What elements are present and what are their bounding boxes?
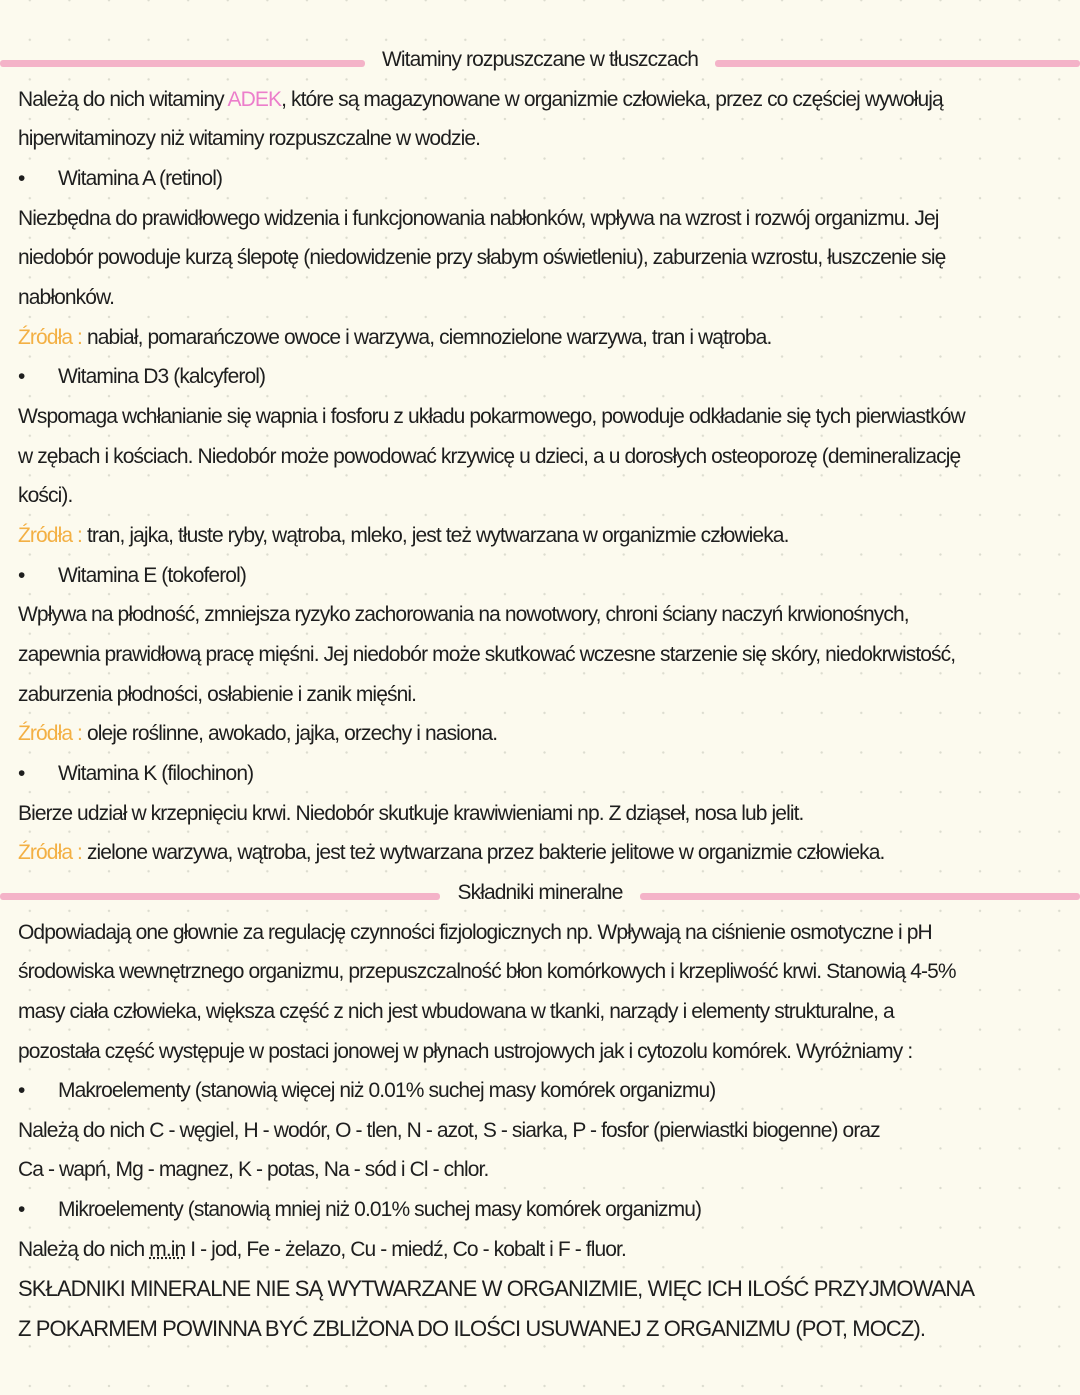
text-segment: hiperwitaminozy niż witaminy rozpuszczalne w wodzie. (18, 127, 481, 151)
bullet-item (18, 759, 253, 789)
text-segment: , które są magazynowane w organizmie człowieka, przez co częściej wywołują (281, 87, 943, 111)
highlight-text: ADEK (227, 87, 282, 111)
text-line (18, 1235, 626, 1265)
text-segment: m.in (149, 1237, 186, 1261)
text-segment: kości). (18, 484, 73, 508)
bullet-icon: • (18, 563, 25, 587)
bullet-item (18, 561, 246, 591)
text-segment: Bierze udział w krzepnięciu krwi. Niedobór skutkuje krawiwieniami np. Z dziąseł, nosa lub jelit. (18, 801, 804, 825)
text-segment: Witamina A (retinol) (58, 166, 223, 190)
text-segment: Należą do nich witaminy (18, 87, 228, 111)
text-segment: Mikroelementy (stanowią mniej niż 0.01% suchej masy komórek organizmu) (58, 1198, 702, 1222)
text-line (18, 481, 72, 511)
bullet-item (18, 362, 265, 392)
text-segment: zaburzenia płodności, osłabienie i zanik mięśni. (18, 682, 417, 706)
text-segment: Wspomaga wchłanianie się wapnia i fosforu z układu pokarmowego, powoduje odkładanie się tych pierwiastków (18, 404, 965, 428)
text-segment: Witamina D3 (kalcyferol) (58, 365, 266, 389)
text-segment: oleje roślinne, awokado, jajka, orzechy i nasiona. (86, 722, 498, 746)
text-line (18, 204, 939, 234)
text-line (18, 1116, 880, 1146)
bullet-item (18, 164, 222, 194)
text-line (18, 997, 894, 1027)
text-line (18, 1155, 488, 1185)
text-line (18, 442, 960, 472)
text-segment: niedobór powoduje kurzą ślepotę (niedowidzenie przy słabym oświetleniu), zaburzenia wzrostu, łuszczenie się (18, 246, 946, 270)
text-segment: nabiał, pomarańczowe owoce i warzywa, ciemnozielone warzywa, tran i wątroba. (86, 325, 772, 349)
sources-label: Źródła : (18, 325, 87, 349)
text-segment: Witamina K (filochinon) (58, 761, 254, 785)
text-line (18, 680, 416, 710)
text-line (18, 799, 803, 829)
text-line (18, 957, 956, 987)
text-segment: I - jod, Fe - żelazo, Cu - miedź, Co - kobalt i F - fluor. (185, 1237, 626, 1261)
text-segment: w zębach i kościach. Niedobór może powodować krzywicę u dzieci, a u dorosłych osteoporozę (demineralizację (18, 444, 961, 468)
text-segment: Witamina E (tokoferol) (58, 563, 246, 587)
text-line (18, 918, 932, 948)
text-segment: Składniki mineralne (457, 880, 623, 904)
text-segment: Odpowiadają one głownie za regulację czynności fizjologicznych np. Wpływają na ciśnienie osmotyczne i pH (18, 920, 932, 944)
text-line (18, 1274, 974, 1304)
text-line (18, 600, 909, 630)
bullet-icon: • (18, 761, 25, 785)
bullet-icon: • (18, 365, 25, 389)
text-segment: Niezbędna do prawidłowego widzenia i funkcjonowania nabłonków, wpływa na wzrost i rozwój organizmu. Jej (18, 206, 939, 230)
bullet-icon: • (18, 166, 25, 190)
text-segment: Z POKARMEM POWINNA BYĆ ZBLIŻONA DO ILOŚCI USUWANEJ Z ORGANIZMU (POT, MOCZ). (18, 1316, 926, 1342)
text-segment: SKŁADNIKI MINERALNE NIE SĄ WYTWARZANE W ORGANIZMIE, WIĘC ICH ILOŚĆ PRZYJMOWANA (18, 1276, 975, 1302)
text-line (18, 283, 114, 313)
text-line (18, 1314, 925, 1344)
section-heading (0, 45, 1080, 75)
text-segment: tran, jajka, tłuste ryby, wątroba, mleko, jest też wytwarzana w organizmie człowieka. (86, 523, 789, 547)
text-line (18, 243, 945, 273)
text-line (18, 85, 943, 115)
text-segment: zielone warzywa, wątroba, jest też wytwarzana przez bakterie jelitowe w organizmie człowieka. (86, 841, 885, 865)
bullet-icon: • (18, 1198, 25, 1222)
text-segment: nabłonków. (18, 285, 115, 309)
text-line (18, 640, 955, 670)
text-segment: Ca - wapń, Mg - magnez, K - potas, Na - sód i Cl - chlor. (18, 1158, 489, 1182)
text-line (18, 719, 497, 749)
text-segment: Wpływa na płodność, zmniejsza ryzyko zachorowania na nowotwory, chroni ściany naczyń krwionośnych, (18, 603, 909, 627)
text-segment: masy ciała człowieka, większa część z nich jest wbudowana w tkanki, narządy i elementy strukturalne, a (18, 999, 894, 1023)
text-line (18, 124, 480, 154)
text-segment: Należą do nich C - węgiel, H - wodór, O - tlen, N - azot, S - siarka, P - fosfor (pierwiastki biogenne) oraz (18, 1118, 880, 1142)
sources-label: Źródła : (18, 722, 87, 746)
bullet-icon: • (18, 1079, 25, 1103)
section-heading (0, 878, 1080, 908)
text-line (18, 323, 771, 353)
text-segment: środowiska wewnętrznego organizmu, przepuszczalność błon komórkowych i krzepliwość krwi. Stanowią 4-5% (18, 960, 956, 984)
text-segment: Makroelementy (stanowią więcej niż 0.01% suchej masy komórek organizmu) (58, 1079, 716, 1103)
text-line (18, 521, 789, 551)
sources-label: Źródła : (18, 523, 87, 547)
sources-label: Źródła : (18, 841, 87, 865)
text-segment: Witaminy rozpuszczane w tłuszczach (381, 48, 698, 71)
text-line (18, 402, 965, 432)
text-segment: zapewnia prawidłową pracę mięśni. Jej niedobór może skutkować wczesne starzenie się skóry, niedokrwistość, (18, 642, 956, 666)
text-line (18, 1037, 912, 1067)
bullet-item (18, 1195, 701, 1225)
text-segment: pozostała część występuje w postaci jonowej w płynach ustrojowych jak i cytozolu komórek. Wyróżniamy : (18, 1039, 913, 1063)
text-line (18, 838, 884, 868)
text-segment: Należą do nich (18, 1237, 150, 1261)
bullet-item (18, 1076, 715, 1106)
